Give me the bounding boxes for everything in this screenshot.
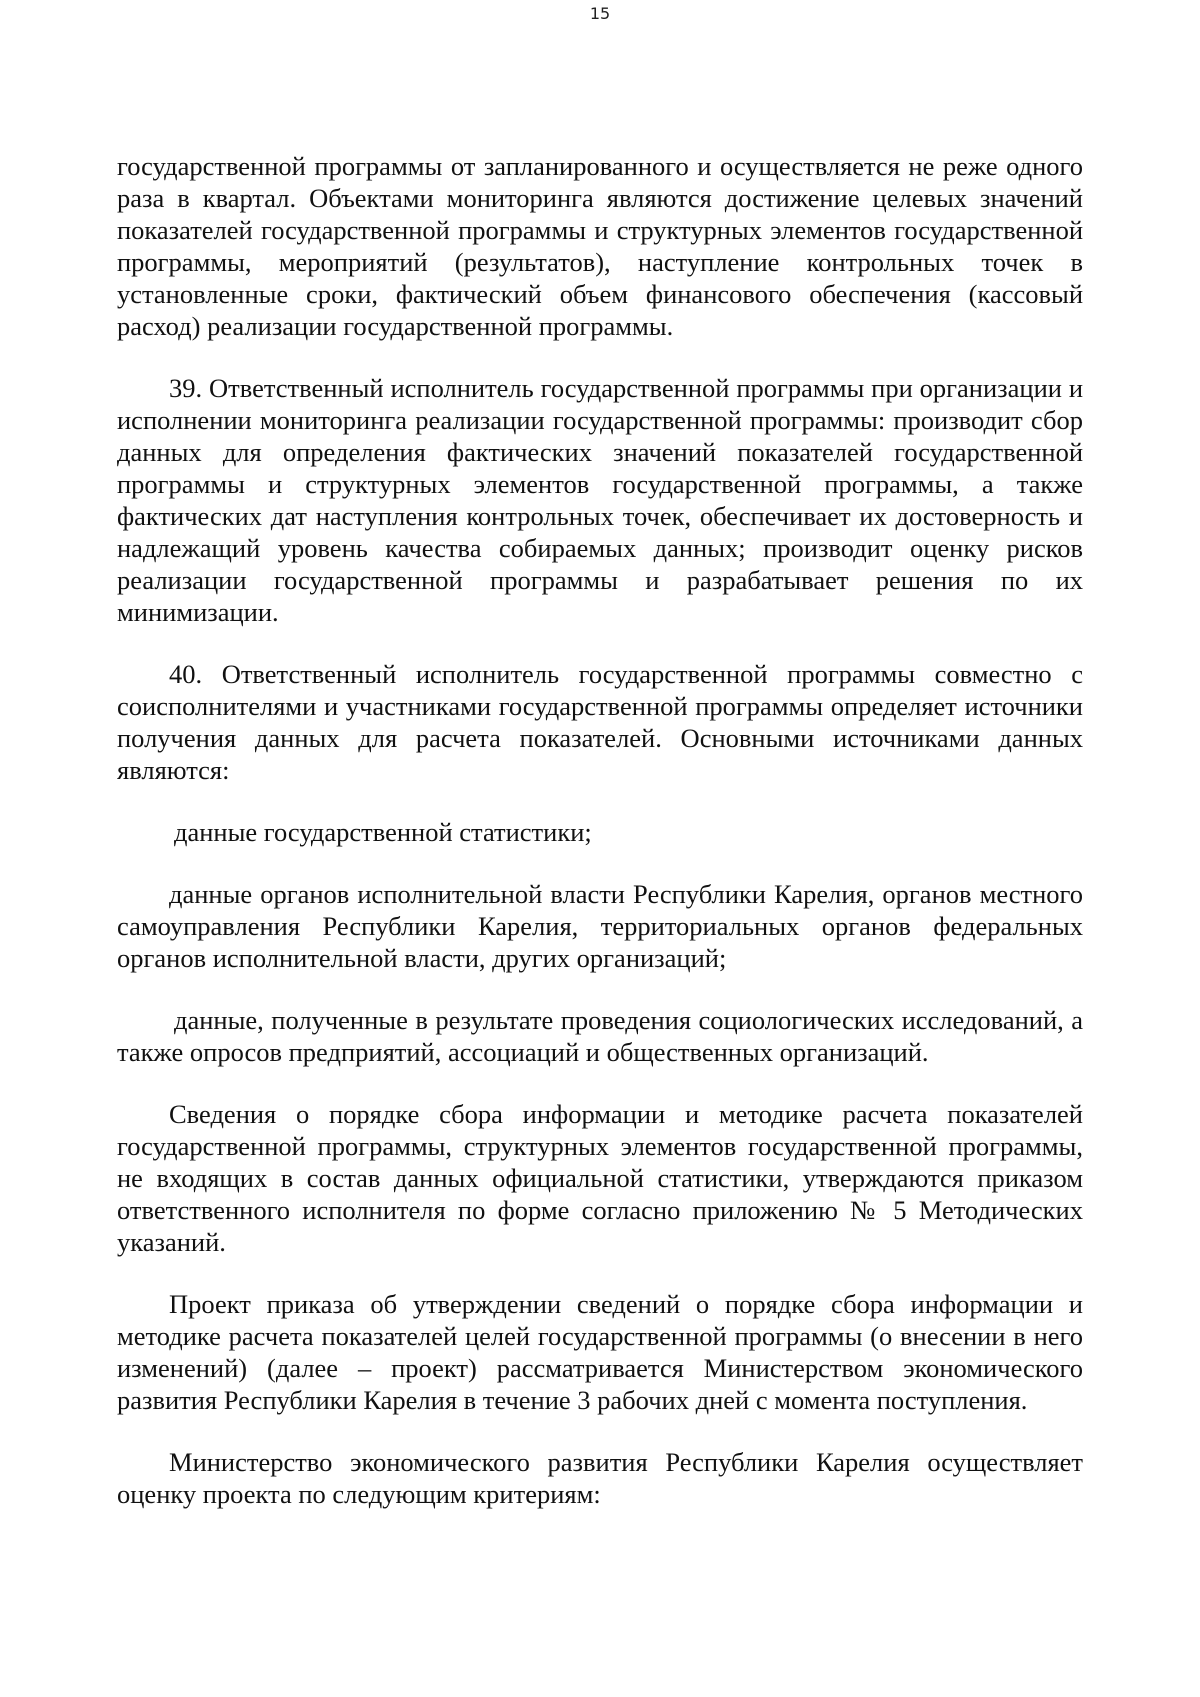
paragraph-39: 39. Ответственный исполнитель государственной программы при организации и исполнении мониторинга реализации государственной программы: производит сбор данных для определения фактических значений показателей государственной программы и структурных элементов государственной программы, а также фактических дат наступления контрольных точек, обеспечивает их достоверность и надлежащий уровень качества собираемых данных; производит оценку рисков реализации государственной программы и разрабатывает решения по их минимизации.: [117, 373, 1083, 627]
list-item-state-statistics: данные государственной статистики;: [174, 817, 592, 847]
paragraph-data-collection-info: Сведения о порядке сбора информации и методике расчета показателей государственной программы, структурных элементов государственной программы, не входящих в состав данных официальной статистики, утверждаются приказом ответственного исполнителя по форме согласно приложению № 5 Методических указаний.: [117, 1099, 1083, 1257]
document-body: [117, 150, 1083, 1540]
paragraph-40: 40. Ответственный исполнитель государственной программы совместно с соисполнителями и участниками государственной программы определяет источники получения данных для расчета показателей. Основными источниками данных являются:: [117, 659, 1083, 785]
page-number: 15: [589, 4, 611, 23]
paragraph-ministry-assessment: Министерство экономического развития Республики Карелия осуществляет оценку проекта по следующим критериям:: [117, 1447, 1083, 1509]
paragraph-continuation: государственной программы от запланированного и осуществляется не реже одного раза в квартал. Объектами мониторинга являются достижение целевых значений показателей государственной программы и структурных элементов государственной программы, мероприятий (результатов), наступление контрольных точек в установленные сроки, фактический объем финансового обеспечения (кассовый расход) реализации государственной программы.: [117, 151, 1083, 341]
paragraph-draft-order: Проект приказа об утверждении сведений о порядке сбора информации и методике расчета показателей целей государственной программы (о внесении в него изменений) (далее – проект) рассматривается Министерством экономического развития Республики Карелия в течение 3 рабочих дней с момента поступления.: [117, 1289, 1083, 1415]
list-item-sociological-data: данные, полученные в результате проведения социологических исследований, а также опросов предприятий, ассоциаций и общественных организаций.: [117, 1005, 1083, 1067]
list-item-authorities-data: данные органов исполнительной власти Республики Карелия, органов местного самоуправления Республики Карелия, территориальных органов федеральных органов исполнительной власти, других организаций;: [117, 879, 1083, 973]
